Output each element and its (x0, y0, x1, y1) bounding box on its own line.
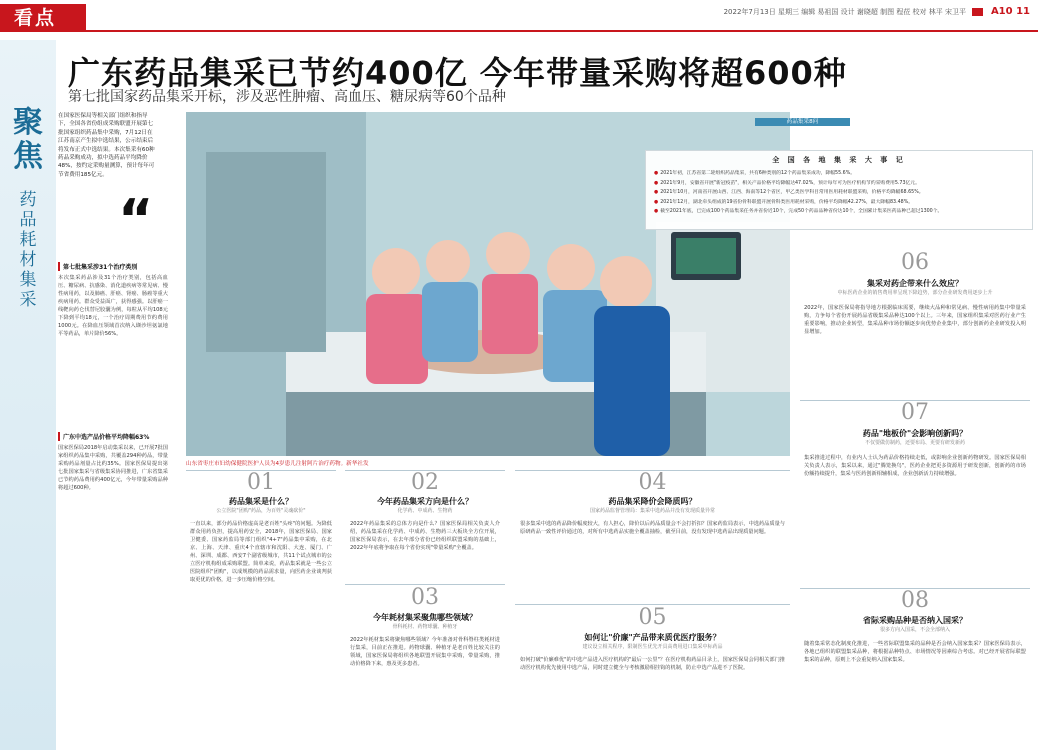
section-body: 本次集采药品涉及31个治疗类别，包括高血压、糖尿病、抗感染、消化道疾病等常见病、慢性病用药，以及肺癌、肝癌、肾癌、肠癌等重大疾病用药。群众受益面广，获得感强。以肝癌一线靶向药仑伐替尼胶囊为例，每粒从平均108元下降到平均18元，一个治疗周期费用节约费用1000元。在降血压领域首次纳入缬沙坦氨氯地平等药品，单片降价56%。 (58, 275, 168, 337)
header-rule (86, 30, 1038, 32)
article-title: 今年耗材集采聚焦哪些领域？ (373, 613, 477, 622)
article-body: 如何打破"价廉难优"的中选产品进入医疗机构的"最后一公里"？在医疗机构药品目录上，国家医保局会同相关部门推动医疗机构优先使用中选产品，同时建立健全与考核激励相挂钩的机制，防止中选产品进不了医院。 (520, 657, 785, 671)
article-body: 2022年，国家医保局将指导地方根据临床需要，继续大品种和常见病、慢性病用药集中带量采购，力争每个省份开展药品省级集采品种达100个以上。三年来，国家组织集采对医药行业产生重要影响，推动企业转型，集采品种市场份额逐步向优势企业集中，部分创新药企业研发投入明显增加。 (804, 305, 1026, 335)
article-subtitle: 公立医院"团购"药品，为百姓"灵魂砍价" (216, 508, 306, 514)
banner-title: 聚焦 (13, 105, 43, 174)
article-title: 今年药品集采方向是什么？ (377, 497, 473, 506)
article-title: 药品"地板价"会影响创新吗？ (862, 429, 968, 438)
vertical-banner (0, 40, 56, 750)
article-body: 2022年药品集采的总体方向是什么？国家医保局相关负责人介绍，药品集采在化学药、中成药、生物药三大板块全方位开展，国家医保局表示，在去年部分省份已经组织联盟采购的基础上，2022年年底将争取在每个省份实现"带量采购"全覆盖。 (350, 521, 500, 551)
section-title: 广东中选产品价格平均降幅63% (58, 432, 168, 441)
article-subtitle: 化学药、中成药、生物药 (397, 508, 453, 514)
section-title: 第七批集采涉31个治疗类别 (58, 262, 168, 271)
article-title: 省际采购品种是否纳入国采？ (863, 616, 967, 625)
timeline-item: ● 2021年初，江苏省第二轮组织药品集采，共有6种类别的12个药品集采成功，降幅55.6%。 (654, 169, 1024, 179)
timeline-item: ● 2021年10月，河南省开展山西、江西、海南等12个省区，甲乙类医学科目常用医用耗材联盟采购，价格平均降幅68.65%。 (654, 188, 1024, 198)
article-body: 一直以来，部分药品价格虚高是老百姓"头疼"的问题。为降低群众用药负担，提高用药安全，2018年，国家医保局、国家卫健委、国家药监局等部门组织"4+7"药品集中采购，在北京、上海、天津、重庆4个直辖市和沈阳、大连、厦门、广州、深圳、成都、西安7个副省级城市，共11个试点城市的公立医疗机构组成采购联盟。简单来说，药品集采就是一些公立医院组织"团购"，以成规模的药品需求量，向医药企业谈判获取更优的价格，进一步压缩价格空间。 (190, 521, 332, 583)
masthead-dateline: 2022年7月13日 星期三 编辑 易祖国 设计 谢晓超 制图 程莅 校对 林平 宋卫平 (723, 8, 967, 16)
article-number: 03 (411, 585, 439, 610)
photo-label: 药品集采8问 (755, 118, 850, 126)
photo-caption: 山东省枣庄市妇幼保健院医护人员为4岁患儿注射阿片治疗药物。新华社发 (186, 461, 369, 467)
page-number: A10 11 (990, 6, 1030, 17)
article-title: 集采对药企带来什么效应？ (867, 279, 963, 288)
article-body: 2022年耗材集采将聚焦哪些领域？今年准备对骨科脊柱类耗材进行集采，目前正在推进。药物球囊、种植牙是老百姓比较关注的领域，国家医保局将组织各地联盟开展集中采购，带量采购，推动价格降下来，惠及更多患者。 (350, 637, 500, 667)
article-title: 如何让"价廉"产品带来质优医疗服务？ (584, 633, 721, 642)
masthead-chip (972, 8, 982, 16)
article-subtitle: 国家药品监督管理局：集采中选药品并没有发现质量异常 (589, 508, 715, 514)
article-subtitle: 不仅要做仿制药，还要布局、更要有研发新药 (864, 440, 965, 446)
timeline-item: ● 2021年9月，安徽省开展"新冠疫苗"，相关产品价格平均降幅达47.02%，预计每年可为医疗机构节约采购费用5.73亿元。 (654, 179, 1024, 189)
timeline-box (645, 150, 1033, 230)
article-subtitle: 建议设立相关程序，限制医生优先开具高费用进口集采中标药品 (582, 644, 723, 650)
subheadline: 第七批国家药品集采开标，涉及恶性肿瘤、高血压、糖尿病等60个品种 (68, 89, 506, 105)
article-number: 06 (901, 250, 929, 275)
article-body: 集采推进过程中，有业内人士认为药品价格持续走低，或影响企业创新药物研发。国家医保局相关负责人表示，集采以来，通过"腾笼换鸟"，医药企业把更多资源用于研发创新，创新药的市场份额持续提升，集采与医药创新相辅相成，企业创新活力持续增强。 (804, 455, 1026, 477)
masthead (724, 6, 1030, 17)
timeline-item: ● 2021年12月，湖北牵头组成的19省份骨科联盟开展骨科类医用耗材采购，价格平均降幅42.27%，最大降幅83.48%。 (654, 198, 1024, 208)
article-number: 07 (901, 400, 929, 425)
article-number: 05 (638, 605, 667, 630)
article-subtitle: 中标医药企业的销售费用率呈现下降趋势，部分企业研发费用逐步上升 (837, 290, 993, 296)
article-number: 01 (247, 470, 275, 495)
timeline-item: ● 截至2021年底，已完成100个药品集采任务并省份近10个，完成50个药品品种省份达10个，全国累计集采医药品种已超过1300个。 (654, 207, 1024, 217)
quote-mark: “ (118, 188, 154, 251)
article-title: 药品集采降价会降质吗？ (608, 497, 697, 506)
article-body: 很多集采中选的药品降价幅度较大，有人担心，降价以后药品质量会不会打折扣？国家药监局表示，中选药品质量与原研药品一致性评价通过的，对所有中选药品实施全覆盖抽检，截至目前，没有发现中选药品出现质量问题。 (520, 521, 785, 535)
lead-paragraph: 在国家医保局等相关部门组织和指导下，全国各省份组成采购联盟开展第七批国家组织药品集中采购，7月12日在江苏南京产生拟中选结果，公示结束后将发布正式中选结果。本次集采有60种药品采购成功，拟中选药品平均降价48%，按约定采购量测算，预计每年可节省费用185亿元。 (58, 113, 155, 178)
section-tag: 看点 (0, 4, 86, 32)
article-subtitle: 骨科耗材、药物球囊、种植牙 (392, 624, 458, 630)
article-body: 随着集采常态化制度化推进，一些省际联盟集采的品种是否会纳入国家集采？国家医保局表示，各地已组织的联盟集采品种，将根据品种特点、市场情况等因素综合考虑。对已经开展省际联盟集采的品种，原则上不会重复纳入国家集采。 (804, 641, 1026, 663)
article-subtitle: 很多方向入国采，不会全部纳入 (879, 627, 950, 633)
headline: 广东药品集采已节约400亿 今年带量采购将超600种 (68, 54, 847, 92)
section-body: 国家医保局2018年启动集采以来，已开展7批国家组织药品集中采购，共覆盖294种药品，带量采购药品剂量占比约35%。国家医保局提出第七批国家集采与省级集采协同推进，广东省集采已节约药品费用约400亿元，今年带量采购品种将超过600种。 (58, 445, 168, 491)
article-number: 08 (901, 588, 929, 613)
article-title: 药品集采是什么？ (229, 497, 293, 506)
article-number: 02 (411, 470, 439, 495)
article-number: 04 (638, 470, 667, 495)
timeline-title: 全 国 各 地 集 采 大 事 记 (772, 156, 906, 164)
banner-subtitle: 药品耗材集采 (19, 190, 37, 310)
